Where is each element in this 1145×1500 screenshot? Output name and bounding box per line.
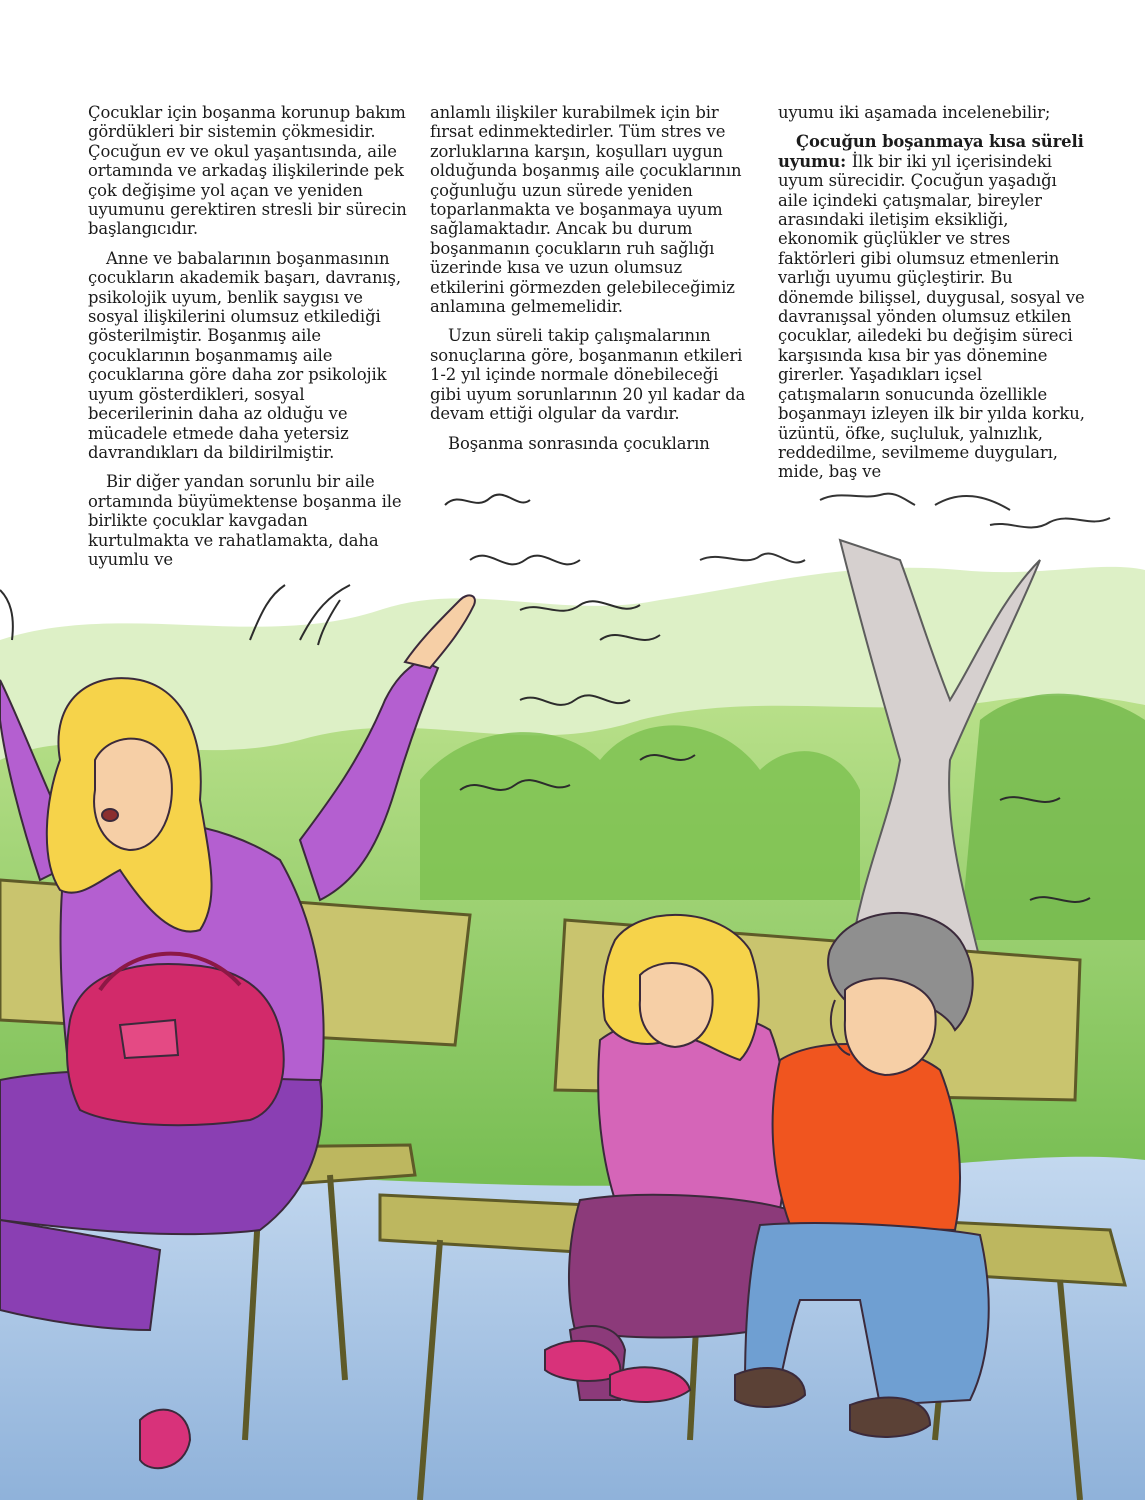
paragraph: Çocuklar için boşanma korunup bakım gördükleri bir sistemin çökmesidir. Çocuğun ev ve okul yaşantısında, aile ortamında ve arkadaş ilişkilerinde pek çok değişime yol açan ve yeniden uyumunu gerektiren stresli bir sürecin başlangıcıdır. xyxy=(88,103,407,239)
paragraph: Anne ve babalarının boşanmasının çocukların akademik başarı, davranış, psikolojik uyum, benlik saygısı ve sosyal ilişkilerini olumsuz etkilediği gösterilmiştir. Boşanmış aile çocuklarının boşanmamış aile çocuklarına göre daha zor psikolojik uyum gösterdikleri, sosyal becerilerinin daha az olduğu ve mücadele etmede daha yetersiz davrandıkları da bildirilmiştir. xyxy=(88,248,401,462)
text-column-1 xyxy=(88,103,410,579)
paragraph: Boşanma sonrasında çocukların xyxy=(448,433,710,453)
paragraph xyxy=(778,132,1088,481)
section-body: İlk bir iki yıl içerisindeki uyum sürecidir. Çocuğun yaşadığı aile içindeki çatışmalar, bireyler arasındaki iletişim eksikliği, ekonomik güçlükler ve stres faktörleri gibi olumsuz etmenlerin varlığı uyumu güçleştirir. Bu dönemde bilişsel, duygusal, sosyal ve davranışsal yönden olumsuz etkilen çocuklar, ailedeki bu değişim süreci karşısında kısa bir yas dönemine girerler. Yaşadıkları içsel çatışmaların sonucunda özellikle boşanmayı izleyen ilk bir yılda korku, üzüntü, öfke, suçluluk, yalnızlık, reddedilme, sevilmeme duyguları, mide, baş ve xyxy=(778,151,1085,482)
paragraph: Bir diğer yandan sorunlu bir aile ortamında büyümektense boşanma ile birlikte çocuklar kavgadan kurtulmakta ve rahatlamakta, daha uyumlu ve xyxy=(88,472,402,569)
paragraph: Uzun süreli takip çalışmalarının sonuçlarına göre, boşanmanın etkileri 1-2 yıl içinde normale dönebileceği gibi uyum sorunlarının 20 yıl kadar da devam ettiği olgular da vardır. xyxy=(430,326,746,424)
text-column-3 xyxy=(778,103,1088,492)
section-heading: Çocuğun boşanmaya kısa süreli uyumu: xyxy=(778,132,1084,171)
paragraph: anlamlı ilişkiler kurabilmek için bir fırsat edinmektedirler. Tüm stres ve zorluklarına karşın, koşulları uygun olduğunda boşanmış aile çocuklarının çoğunluğu uzun sürede yeniden toparlanmakta ve boşanmaya uyum sağlamaktadır. Ancak bu durum boşanmanın çocukların ruh sağlığı üzerinde kısa ve uzun olumsuz etkilerini görmezden gelebileceğimiz anlamına gelmemelidir. xyxy=(430,103,742,317)
paragraph-intro: uyumu iki aşamada incelenebilir; xyxy=(778,103,1051,122)
text-column-2 xyxy=(430,103,748,463)
paragraph xyxy=(778,103,1088,122)
